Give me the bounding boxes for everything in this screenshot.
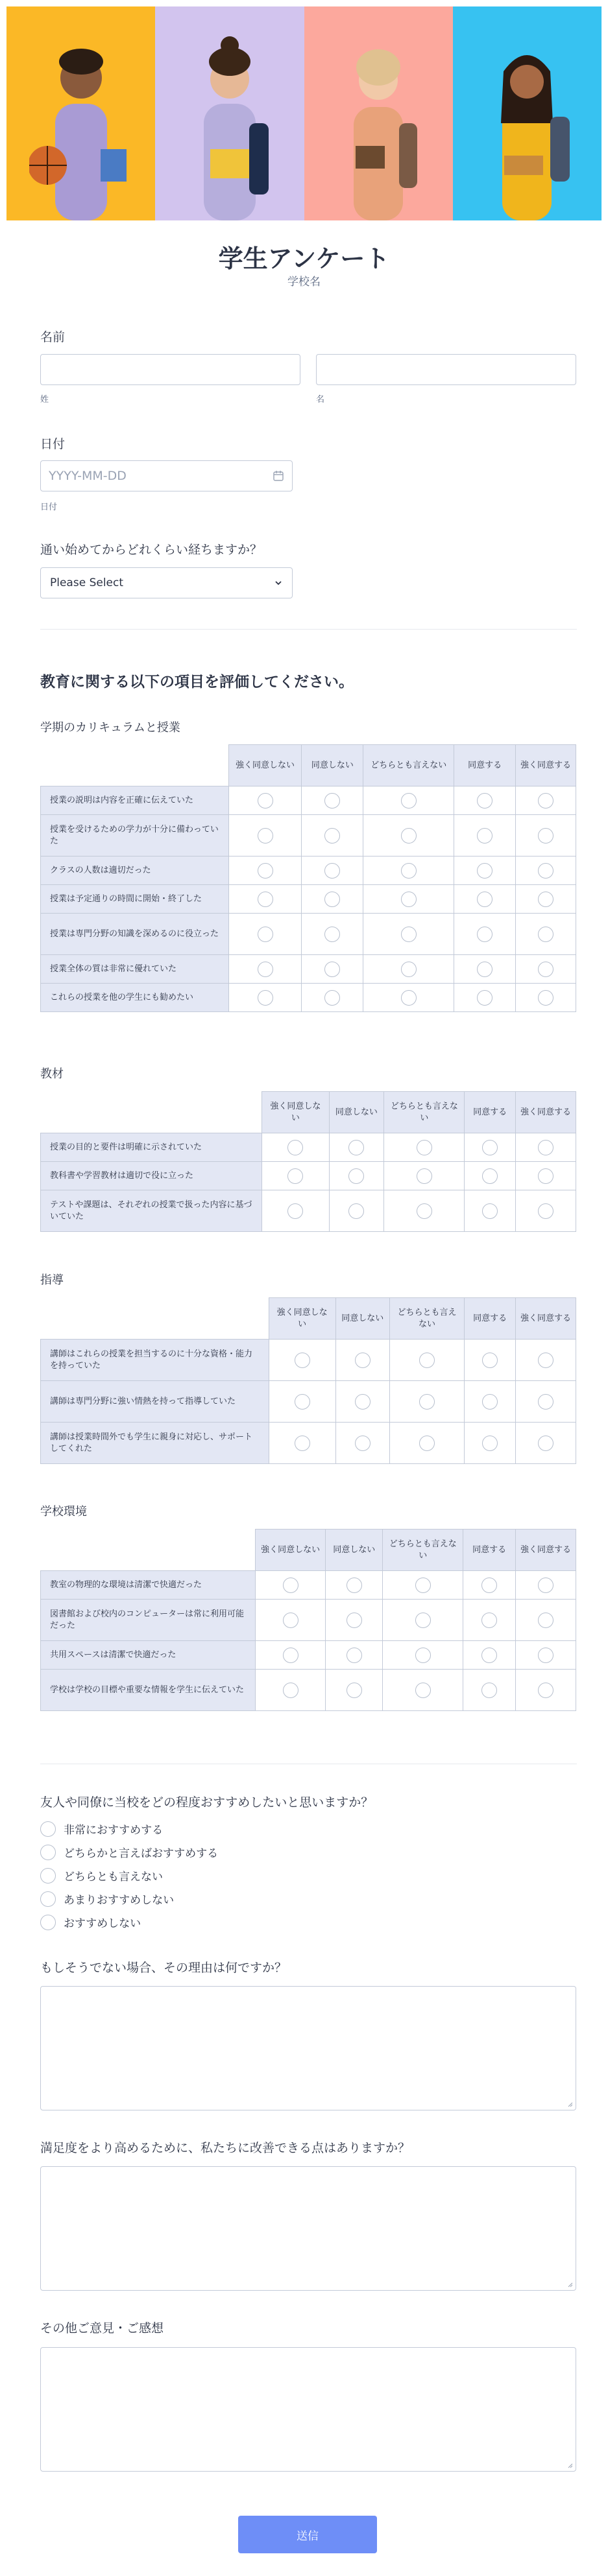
matrix-cell: [326, 1670, 383, 1711]
matrix-radio[interactable]: [401, 927, 417, 942]
matrix-column-header: 同意しない: [329, 1092, 384, 1133]
student-with-backpack-illustration: [475, 26, 579, 220]
matrix-cell: [326, 1600, 383, 1641]
recommend-option[interactable]: [40, 1891, 174, 1907]
matrix-row-label: テストや課題は、それぞれの授業で扱った内容に基づいていた: [41, 1190, 262, 1232]
option-radio[interactable]: [40, 1821, 56, 1837]
matrix-cell: [383, 1600, 463, 1641]
matrix-radio[interactable]: [401, 828, 417, 844]
option-radio[interactable]: [40, 1915, 56, 1930]
matrix-row: [41, 1190, 576, 1232]
last-name-input[interactable]: [40, 354, 300, 385]
matrix-column-header: 同意する: [454, 745, 516, 786]
matrix-cell: [269, 1340, 335, 1381]
matrix-row: [41, 786, 576, 815]
matrix-corner: [41, 1530, 256, 1571]
matrix-cell: [454, 885, 516, 914]
matrix-row: [41, 815, 576, 857]
matrix-radio[interactable]: [348, 1203, 364, 1219]
matrix-radio[interactable]: [415, 1648, 431, 1663]
matrix-row-label: 授業全体の質は非常に優れていた: [41, 955, 229, 984]
matrix-radio[interactable]: [401, 793, 417, 809]
name-label: 名前: [40, 330, 66, 344]
matrix-radio[interactable]: [258, 793, 273, 809]
date-sublabel: 日付: [40, 502, 58, 512]
hero-panel-1: [6, 6, 155, 220]
matrix-cell: [262, 1133, 329, 1162]
matrix-radio[interactable]: [538, 1613, 553, 1628]
student-with-notebooks-illustration: [326, 26, 430, 220]
duration-label: 通い始めてからどれくらい経ちますか？: [40, 543, 263, 557]
matrix-cell: [363, 815, 454, 857]
hero-panel-3: [304, 6, 453, 220]
why-not-textarea[interactable]: [40, 1986, 576, 2110]
option-label: あまりおすすめしない: [64, 1894, 175, 1907]
matrix-row: [41, 1340, 576, 1381]
matrix-radio[interactable]: [482, 1353, 498, 1368]
matrix-cell: [463, 1670, 516, 1711]
matrix-radio[interactable]: [348, 1140, 364, 1155]
matrix-cell: [465, 1162, 516, 1190]
matrix-radio[interactable]: [258, 927, 273, 942]
matrix-radio[interactable]: [283, 1648, 298, 1663]
matrix-cell: [454, 984, 516, 1012]
matrix-radio[interactable]: [415, 1578, 431, 1593]
matrix-row-label: これらの授業を他の学生にも勧めたい: [41, 984, 229, 1012]
matrix-radio[interactable]: [482, 1168, 498, 1184]
matrix-cell: [228, 885, 302, 914]
matrix-title: 学校環境: [40, 1505, 87, 1518]
matrix-radio[interactable]: [347, 1578, 362, 1593]
matrix-row: [41, 984, 576, 1012]
matrix-cell: [384, 1162, 465, 1190]
recommend-option[interactable]: [40, 1867, 163, 1884]
matrix-radio[interactable]: [415, 1683, 431, 1698]
matrix-radio[interactable]: [417, 1168, 432, 1184]
matrix-radio[interactable]: [538, 1578, 553, 1593]
matrix-row-label: 学校は学校の目標や重要な情報を学生に伝えていた: [41, 1670, 256, 1711]
matrix-radio[interactable]: [481, 1613, 497, 1628]
matrix-cell: [269, 1381, 335, 1423]
matrix-radio[interactable]: [538, 1394, 553, 1410]
matrix-row-label: 授業は予定通りの時間に開始・終了した: [41, 885, 229, 914]
matrix-cell: [302, 955, 363, 984]
matrix-row-label: 共用スペースは清潔で快適だった: [41, 1641, 256, 1670]
matrix-cell: [326, 1641, 383, 1670]
matrix-radio[interactable]: [324, 990, 340, 1006]
matrix-radio[interactable]: [538, 863, 553, 879]
matrix-radio[interactable]: [482, 1140, 498, 1155]
matrix-radio[interactable]: [347, 1683, 362, 1698]
matrix-radio[interactable]: [287, 1203, 303, 1219]
matrix-row: [41, 885, 576, 914]
last-name-sublabel: 姓: [40, 395, 49, 405]
matrix-row: [41, 1641, 576, 1670]
matrix-radio[interactable]: [538, 1683, 553, 1698]
option-radio[interactable]: [40, 1868, 56, 1884]
recommend-option[interactable]: [40, 1821, 163, 1837]
matrix-radio[interactable]: [283, 1578, 298, 1593]
matrix-radio[interactable]: [355, 1394, 371, 1410]
matrix-row-label: 講師はこれらの授業を担当するのに十分な資格・能力を持っていた: [41, 1340, 269, 1381]
matrix-column-header: 同意しない: [335, 1298, 389, 1340]
matrix-radio[interactable]: [295, 1353, 310, 1368]
matrix-cell: [255, 1641, 326, 1670]
matrix-radio[interactable]: [481, 1648, 497, 1663]
matrix-column-header: 同意しない: [302, 745, 363, 786]
matrix-cell: [516, 914, 576, 955]
matrix-column-header: 強く同意しない: [255, 1530, 326, 1571]
matrix-cell: [389, 1340, 465, 1381]
matrix-cell: [454, 914, 516, 955]
date-input[interactable]: [40, 460, 293, 491]
matrix-cell: [515, 1670, 576, 1711]
matrix-row-label: 教科書や学習教材は適切で役に立った: [41, 1162, 262, 1190]
matrix-radio[interactable]: [417, 1140, 432, 1155]
date-placeholder: YYYY-MM-DD: [49, 469, 127, 483]
matrix-cell: [228, 955, 302, 984]
option-radio[interactable]: [40, 1845, 56, 1860]
matrix-cell: [335, 1340, 389, 1381]
matrix-row-label: 授業を受けるための学力が十分に備わっていた: [41, 815, 229, 857]
matrix-column-header: 同意しない: [326, 1530, 383, 1571]
matrix-radio[interactable]: [287, 1168, 303, 1184]
matrix-cell: [465, 1340, 516, 1381]
matrix-radio[interactable]: [538, 828, 553, 844]
matrix-cell: [515, 1381, 576, 1423]
matrix-corner: [41, 745, 229, 786]
matrix-radio[interactable]: [347, 1613, 362, 1628]
matrix-cell: [329, 1162, 384, 1190]
hero-panel-2: [155, 6, 304, 220]
matrix-radio[interactable]: [258, 990, 273, 1006]
matrix-cell: [228, 914, 302, 955]
matrix-cell: [465, 1381, 516, 1423]
matrix-cell: [389, 1423, 465, 1464]
matrix-cell: [255, 1670, 326, 1711]
matrix-radio[interactable]: [348, 1168, 364, 1184]
matrix-radio[interactable]: [295, 1436, 310, 1451]
matrix-cell: [516, 815, 576, 857]
recommend-option[interactable]: [40, 1844, 218, 1860]
matrix-column-header: どちらとも言えない: [383, 1530, 463, 1571]
matrix-radio[interactable]: [324, 793, 340, 809]
matrix-row-label: クラスの人数は適切だった: [41, 857, 229, 885]
duration-select-value: Please Select: [50, 576, 124, 589]
matrix-row: [41, 1423, 576, 1464]
matrix-cell: [228, 786, 302, 815]
matrix-radio[interactable]: [477, 793, 492, 809]
matrix-radio[interactable]: [538, 990, 553, 1006]
matrix-radio[interactable]: [482, 1203, 498, 1219]
form-title: 学生アンケート: [218, 244, 390, 273]
matrix-cell: [516, 786, 576, 815]
comments-label: その他ご意見・ご感想: [40, 2321, 164, 2335]
matrix-cell: [454, 815, 516, 857]
matrix-radio[interactable]: [538, 1203, 553, 1219]
first-name-sublabel: 名: [316, 395, 325, 405]
matrix-cell: [515, 1641, 576, 1670]
matrix-cell: [515, 1571, 576, 1600]
matrix-radio[interactable]: [477, 828, 492, 844]
matrix-cell: [335, 1381, 389, 1423]
matrix-radio[interactable]: [481, 1578, 497, 1593]
matrix-cell: [515, 1190, 576, 1232]
matrix-cell: [454, 955, 516, 984]
matrix-cell: [515, 1423, 576, 1464]
matrix-row-label: 講師は専門分野に強い情熱を持って指導していた: [41, 1381, 269, 1423]
matrix-cell: [383, 1670, 463, 1711]
matrix-corner: [41, 1092, 262, 1133]
matrix-radio[interactable]: [324, 892, 340, 907]
first-name-input[interactable]: [316, 354, 576, 385]
matrix-radio[interactable]: [538, 892, 553, 907]
comments-textarea[interactable]: [40, 2347, 576, 2472]
matrix-radio[interactable]: [401, 892, 417, 907]
option-label: どちらかと言えばおすすめする: [64, 1847, 219, 1860]
matrix-cell: [516, 885, 576, 914]
matrix-cell: [383, 1571, 463, 1600]
matrix-column-header: どちらとも言えない: [384, 1092, 465, 1133]
matrix-radio[interactable]: [477, 962, 492, 977]
matrix-cell: [463, 1641, 516, 1670]
matrix-radio[interactable]: [477, 927, 492, 942]
form-subtitle: 学校名: [287, 276, 321, 289]
matrix-radio[interactable]: [419, 1353, 435, 1368]
matrix-column-header: 強く同意しない: [262, 1092, 329, 1133]
matrix-cell: [329, 1133, 384, 1162]
matrix-column-header: 同意する: [463, 1530, 516, 1571]
matrix-radio[interactable]: [283, 1613, 298, 1628]
matrix-row-label: 図書館および校内のコンピューターは常に利用可能だった: [41, 1600, 256, 1641]
resize-handle-icon[interactable]: [566, 2462, 573, 2468]
matrix-radio[interactable]: [538, 1648, 553, 1663]
matrix-cell: [463, 1571, 516, 1600]
matrix-title: 指導: [40, 1273, 64, 1287]
matrix-column-header: 強く同意しない: [228, 745, 302, 786]
matrix-radio[interactable]: [538, 1168, 553, 1184]
hero-image: [6, 6, 602, 220]
matrix-radio[interactable]: [287, 1140, 303, 1155]
matrix-cell: [516, 857, 576, 885]
matrix-radio[interactable]: [477, 892, 492, 907]
matrix-row: [41, 1600, 576, 1641]
matrix-cell: [363, 857, 454, 885]
matrix-title: 教材: [40, 1067, 64, 1081]
matrix-row: [41, 1133, 576, 1162]
matrix-radio[interactable]: [258, 863, 273, 879]
matrix-cell: [228, 857, 302, 885]
matrix-column-header: どちらとも言えない: [363, 745, 454, 786]
matrix-cell: [255, 1571, 326, 1600]
matrix-cell: [302, 815, 363, 857]
matrix-row: [41, 1571, 576, 1600]
matrix-radio[interactable]: [415, 1613, 431, 1628]
matrix-row: [41, 857, 576, 885]
matrix-row-label: 講師は授業時間外でも学生に親身に対応し、サポートしてくれた: [41, 1423, 269, 1464]
matrix-cell: [302, 857, 363, 885]
matrix-radio[interactable]: [538, 927, 553, 942]
matrix-radio[interactable]: [419, 1394, 435, 1410]
why-not-label: もしそうでない場合、その理由は何ですか？: [40, 1961, 287, 1975]
matrix-row: [41, 914, 576, 955]
duration-select[interactable]: [40, 567, 293, 598]
matrix-radio[interactable]: [538, 1140, 553, 1155]
matrix-radio[interactable]: [355, 1353, 371, 1368]
matrix-cell: [363, 786, 454, 815]
matrix-radio[interactable]: [258, 828, 273, 844]
matrix-cell: [302, 914, 363, 955]
matrix-radio[interactable]: [538, 1353, 553, 1368]
matrix-radio[interactable]: [355, 1436, 371, 1451]
matrix-column-header: どちらとも言えない: [389, 1298, 465, 1340]
rating-matrix: [40, 1297, 576, 1464]
matrix-row-label: 授業の目的と要件は明確に示されていた: [41, 1133, 262, 1162]
matrix-radio[interactable]: [481, 1683, 497, 1698]
rating-heading: 教育に関する以下の項目を評価してください。: [40, 674, 354, 691]
matrix-cell: [515, 1162, 576, 1190]
option-label: どちらとも言えない: [64, 1871, 163, 1884]
matrix-cell: [389, 1381, 465, 1423]
option-label: 非常におすすめする: [64, 1824, 164, 1837]
matrix-radio[interactable]: [401, 962, 417, 977]
matrix-radio[interactable]: [324, 828, 340, 844]
matrix-cell: [363, 984, 454, 1012]
matrix-row: [41, 1670, 576, 1711]
matrix-radio[interactable]: [401, 863, 417, 879]
matrix-row-label: 授業は専門分野の知識を深めるのに役立った: [41, 914, 229, 955]
matrix-cell: [454, 857, 516, 885]
matrix-cell: [363, 955, 454, 984]
matrix-corner: [41, 1298, 269, 1340]
matrix-radio[interactable]: [477, 863, 492, 879]
matrix-cell: [515, 1340, 576, 1381]
calendar-icon[interactable]: [273, 470, 284, 482]
matrix-radio[interactable]: [295, 1394, 310, 1410]
matrix-cell: [363, 914, 454, 955]
matrix-radio[interactable]: [258, 962, 273, 977]
matrix-radio[interactable]: [258, 892, 273, 907]
matrix-cell: [335, 1423, 389, 1464]
matrix-radio[interactable]: [482, 1394, 498, 1410]
resize-handle-icon[interactable]: [566, 2281, 573, 2287]
recommend-option[interactable]: [40, 1914, 141, 1930]
matrix-cell: [302, 984, 363, 1012]
matrix-cell: [326, 1571, 383, 1600]
matrix-row-label: 授業の説明は内容を正確に伝えていた: [41, 786, 229, 815]
matrix-cell: [465, 1423, 516, 1464]
matrix-cell: [302, 786, 363, 815]
matrix-row: [41, 1381, 576, 1423]
matrix-cell: [329, 1190, 384, 1232]
matrix-column-header: 強く同意する: [516, 745, 576, 786]
matrix-radio[interactable]: [419, 1436, 435, 1451]
matrix-column-header: 同意する: [465, 1298, 516, 1340]
date-label: 日付: [40, 437, 66, 451]
rating-matrix: [40, 744, 576, 1012]
matrix-cell: [465, 1133, 516, 1162]
matrix-radio[interactable]: [417, 1203, 432, 1219]
matrix-cell: [383, 1641, 463, 1670]
matrix-cell: [384, 1133, 465, 1162]
matrix-radio[interactable]: [324, 927, 340, 942]
matrix-cell: [302, 885, 363, 914]
matrix-cell: [269, 1423, 335, 1464]
matrix-row: [41, 955, 576, 984]
rating-matrix: [40, 1091, 576, 1232]
hero-panel-4: [453, 6, 602, 220]
matrix-cell: [228, 815, 302, 857]
recommend-label: 友人や同僚に当校をどの程度おすすめしたいと思いますか？: [40, 1795, 374, 1810]
resize-handle-icon[interactable]: [566, 2101, 573, 2107]
matrix-cell: [262, 1162, 329, 1190]
matrix-radio[interactable]: [538, 793, 553, 809]
matrix-cell: [516, 955, 576, 984]
matrix-radio[interactable]: [401, 990, 417, 1006]
option-radio[interactable]: [40, 1891, 56, 1907]
matrix-radio[interactable]: [482, 1436, 498, 1451]
matrix-cell: [255, 1600, 326, 1641]
matrix-title: 学期のカリキュラムと授業: [40, 721, 180, 735]
student-with-books-illustration: [178, 26, 282, 220]
matrix-cell: [384, 1190, 465, 1232]
matrix-cell: [228, 984, 302, 1012]
matrix-cell: [515, 1133, 576, 1162]
matrix-row-label: 教室の物理的な環境は清潔で快適だった: [41, 1571, 256, 1600]
matrix-cell: [516, 984, 576, 1012]
section-divider: [40, 629, 577, 630]
matrix-column-header: 強く同意する: [515, 1530, 576, 1571]
matrix-cell: [465, 1190, 516, 1232]
rating-matrix: [40, 1529, 576, 1711]
matrix-radio[interactable]: [477, 990, 492, 1006]
matrix-cell: [262, 1190, 329, 1232]
matrix-cell: [454, 786, 516, 815]
matrix-radio[interactable]: [324, 863, 340, 879]
matrix-row: [41, 1162, 576, 1190]
matrix-column-header: 強く同意する: [515, 1092, 576, 1133]
submit-button[interactable]: 送信: [238, 2516, 377, 2553]
matrix-column-header: 強く同意しない: [269, 1298, 335, 1340]
chevron-down-icon: [274, 578, 283, 587]
improve-label: 満足度をより高めるために、私たちに改善できる点はありますか？: [40, 2141, 411, 2155]
matrix-radio[interactable]: [538, 1436, 553, 1451]
matrix-cell: [515, 1600, 576, 1641]
matrix-radio[interactable]: [538, 962, 553, 977]
improve-textarea[interactable]: [40, 2166, 576, 2291]
option-label: おすすめしない: [64, 1917, 141, 1930]
matrix-radio[interactable]: [283, 1683, 298, 1698]
student-with-basketball-illustration: [29, 26, 133, 220]
matrix-column-header: 強く同意する: [515, 1298, 576, 1340]
matrix-cell: [463, 1600, 516, 1641]
matrix-column-header: 同意する: [465, 1092, 516, 1133]
matrix-radio[interactable]: [324, 962, 340, 977]
matrix-radio[interactable]: [347, 1648, 362, 1663]
matrix-cell: [363, 885, 454, 914]
